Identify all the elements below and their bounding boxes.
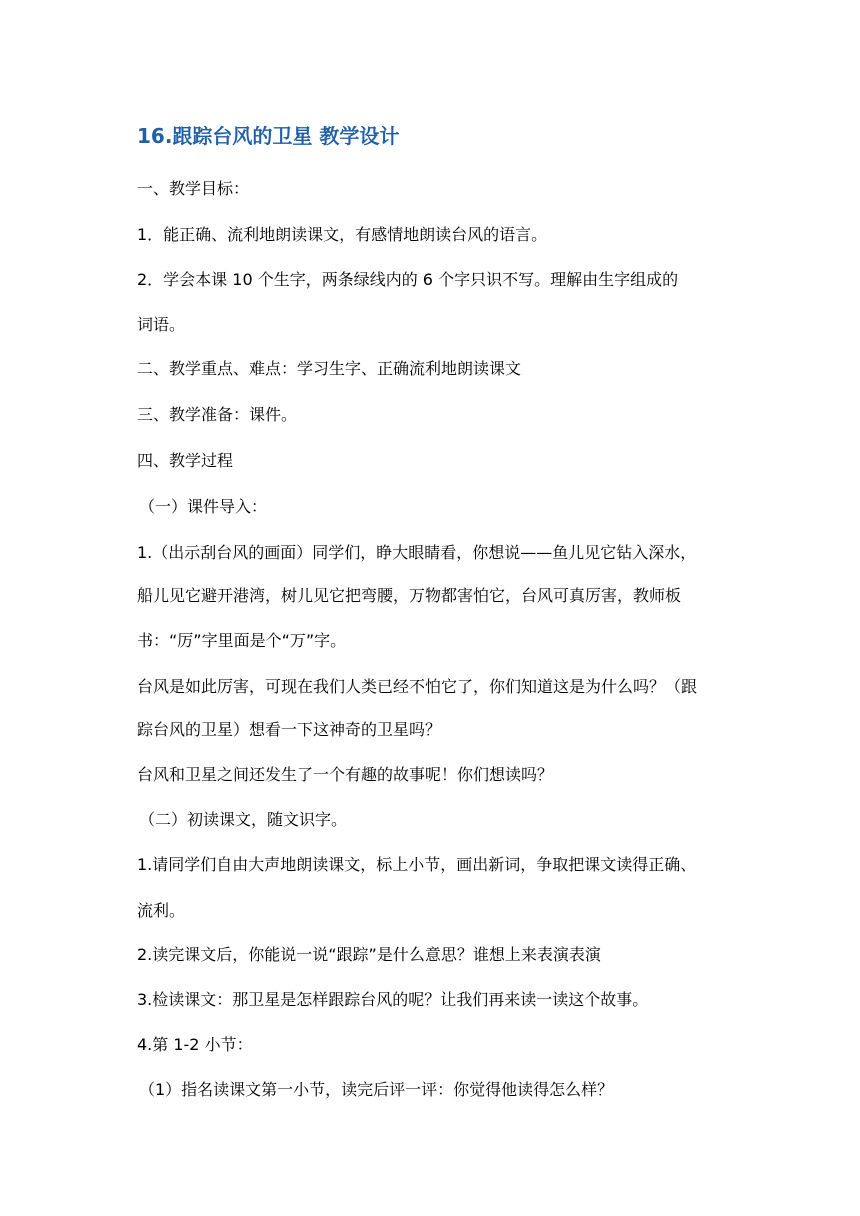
paragraph-line: 2．学会本课 10 个生字，两条绿线内的 6 个字只识不写。理解由生字组成的 [137, 270, 679, 289]
section-heading-objectives: 一、教学目标： [137, 179, 250, 198]
paragraph-line: 台风是如此厉害，可现在我们人类已经不怕它了，你们知道这是为什么吗？（跟 [137, 677, 698, 696]
subsection-heading: （二）初读课文，随文识字。 [139, 810, 348, 829]
paragraph-line: 流利。 [137, 901, 186, 920]
paragraph-line: 4.第 1-2 小节： [137, 1035, 253, 1054]
paragraph-line: 1.（出示刮台风的画面）同学们，睁大眼睛看，你想说——鱼儿见它钻入深水， [137, 543, 697, 562]
paragraph-line: 台风和卫星之间还发生了一个有趣的故事呢！你们想读吗？ [137, 765, 554, 784]
paragraph-line: 书：“厉”字里面是个“万”字。 [137, 631, 347, 650]
paragraph-line: 船儿见它避开港湾，树儿见它把弯腰，万物都害怕它，台风可真厉害，教师板 [137, 586, 682, 605]
section-heading-focus: 二、教学重点、难点：学习生字、正确流利地朗读课文 [137, 359, 522, 378]
subsection-heading: （一）课件导入： [139, 497, 268, 516]
paragraph-line: 词语。 [137, 315, 186, 334]
paragraph-line: 1.请同学们自由大声地朗读课文，标上小节，画出新词，争取把课文读得正确、 [137, 855, 697, 874]
paragraph-line: 2.读完课文后，你能说一说“跟踪”是什么意思？谁想上来表演表演 [137, 945, 601, 964]
paragraph-line: 踪台风的卫星）想看一下这神奇的卫星吗？ [137, 720, 442, 739]
paragraph-line: 3.检读课文：那卫星是怎样跟踪台风的呢？让我们再来读一读这个故事。 [137, 990, 649, 1009]
paragraph-line: 1．能正确、流利地朗读课文，有感情地朗读台风的语言。 [137, 225, 548, 244]
document-title: 16.跟踪台风的卫星 教学设计 [137, 124, 400, 148]
paragraph-line: （1）指名读课文第一小节，读完后评一评：你觉得他读得怎么样？ [139, 1080, 614, 1099]
section-heading-preparation: 三、教学准备：课件。 [137, 405, 298, 424]
section-heading-process: 四、教学过程 [137, 451, 234, 470]
